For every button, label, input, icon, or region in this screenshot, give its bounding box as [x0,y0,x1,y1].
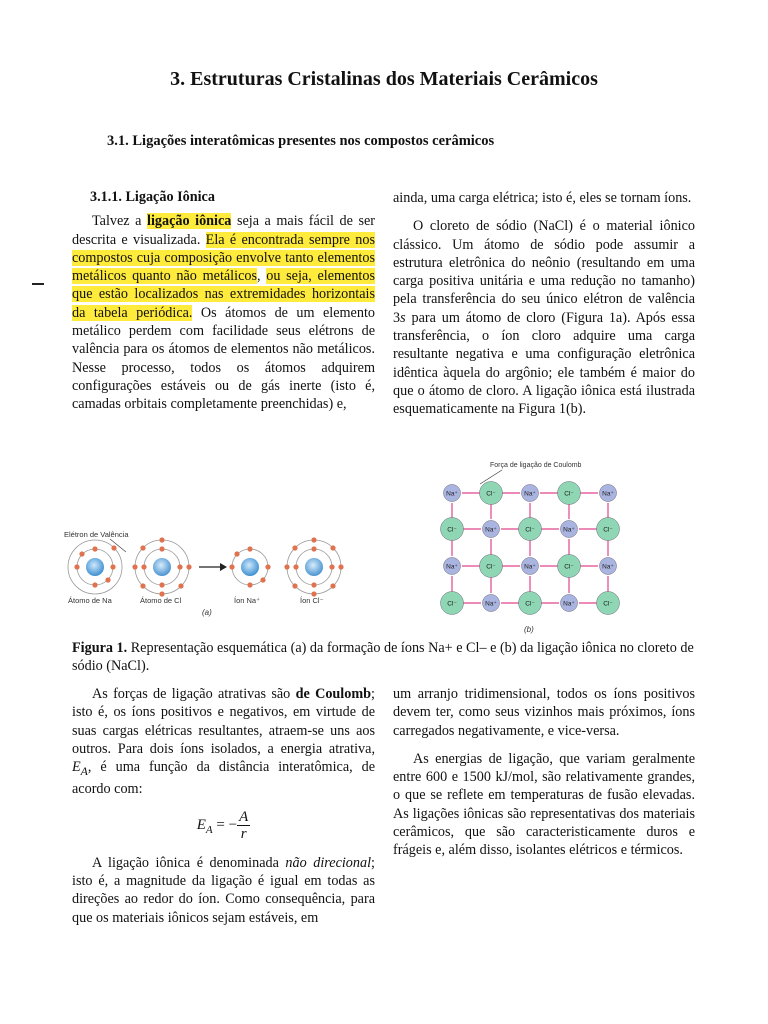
valence-pointer [110,539,126,552]
caption-text: Representação esquemática (a) da formação de íons Na+ e Cl– e (b) da ligação iônica no cloreto de sódio (NaCl). [72,640,694,674]
coulomb-force-label: Força de ligação de Coulomb [490,462,582,469]
cl-ion-label: Cl⁻ [564,490,574,498]
figure-b-letter: (b) [524,625,534,634]
caption-label: Figura 1. [72,640,128,656]
na-ion-label: Na⁺ [602,563,614,571]
text-span: ; isto é, a magnitude da ligação é igual em todas as direções ao redor do íon. Como consequência, para que os materiais iônicos sejam estáveis, em [72,854,375,926]
na-ion-label: Na⁺ [524,490,536,498]
bold-term: de Coulomb [295,686,372,702]
na-ion-label: Na⁺ [446,490,458,498]
eq-numerator: A [239,808,249,825]
cl-ion-sphere [519,592,542,615]
eq-lhs: E [196,816,206,833]
na-ion-sphere [444,485,461,502]
cl-ion-label: Cl⁻ [525,600,535,608]
text-span: A ligação iônica é denominada [92,854,286,871]
na-ion-sphere [444,558,461,575]
reaction-arrow [199,563,227,571]
text-span: , [256,268,267,285]
text-span: O cloreto de sódio (NaCl) é o material iônico clássico. Um átomo de sódio pode assumir a estrutura eletrônica do neônio (resultando em uma carga positiva unitária e uma redução no tamanho) pela transferência do seu único elétron de valência 3 [393,218,695,326]
equation [72,809,375,842]
left-column-bottom [72,685,375,927]
symbol-subscript: A [80,764,88,779]
italic-term: não direcional [285,854,372,871]
cl-ion-label: Cl⁻ [603,526,613,534]
left-column-top [72,188,375,414]
valence-electron-label: Elétron de Valência [64,530,129,539]
label-cl-atom: Átomo de Cl [140,596,182,605]
na-ion-label: Na⁺ [446,563,458,571]
paragraph-nacl [393,217,695,418]
eq-operator: = − [212,816,238,833]
cl-ion-label: Cl⁻ [447,526,457,534]
cl-ion [284,537,343,596]
na-ion-sphere [522,558,539,575]
na-ion-sphere [600,485,617,502]
cl-ion-label: Cl⁻ [486,563,496,571]
figure-a-atom-diagram [62,523,362,618]
na-ion-label: Na⁺ [485,526,497,534]
cl-ion-sphere [480,482,503,505]
cl-ion-sphere [558,482,581,505]
page-title: 3. Estruturas Cristalinas dos Materiais Cerâmicos [170,68,598,90]
eq-denominator: r [240,825,247,842]
highlighted-term: ligação iônica [147,213,232,230]
cl-ion-label: Cl⁻ [564,563,574,571]
paragraph-ionic-intro [72,212,375,413]
eq-fraction [237,809,250,842]
figure-b-nacl-lattice [432,456,632,636]
na-ion-label: Na⁺ [524,563,536,571]
paragraph-arrangement: um arranjo tridimensional, todos os íons positivos devem ter, como seus vizinhos mais próximos, íons carregados negativamente, e vice-versa. [393,686,695,739]
right-column-top [393,189,695,419]
right-column-bottom [393,685,695,860]
cl-ion-sphere [597,592,620,615]
na-ion-label: Na⁺ [563,526,575,534]
na-atom [68,540,122,594]
text-span: , é uma função da distância interatômica, de acordo com: [72,759,375,798]
paragraph-non-directional [72,854,375,927]
section-subtitle: 3.1. Ligações interatômicas presentes nos compostos cerâmicos [107,133,495,149]
paragraph-energies: As energias de ligação, que variam geralmente entre 600 e 1500 kJ/mol, são relativamente grandes, o que se reflete em temperaturas de fusão elevadas. As ligações iônicas são representativas dos materiais cerâmicos, que são caracteristicamente duros e frágeis e, além disso, isolantes elétricos e térmicos. [393,750,695,859]
eq-subscript: A [205,823,213,836]
subsection-heading: 3.1.1. Ligação Iônica [90,189,215,205]
na-ion-sphere [522,485,539,502]
symbol-e: E [72,759,81,776]
text-span: Talvez a [92,213,148,230]
cl-ion-sphere [441,592,464,615]
na-ion-sphere [483,595,500,612]
label-cl-ion: Íon Cl⁻ [300,596,324,605]
figure-a-letter: (a) [202,608,212,617]
text-span: seja a mais fácil de ser descrita e visualizada. [72,213,375,248]
paragraph-continuation: ainda, uma carga elétrica; isto é, eles se tornam íons. [393,190,692,206]
text-span: As forças de ligação atrativas são [92,686,296,702]
na-ion-label: Na⁺ [602,490,614,498]
cl-ion-sphere [519,518,542,541]
label-na-ion: Íon Na⁺ [234,596,261,605]
paragraph-coulomb [72,685,375,799]
cl-ion-sphere [597,518,620,541]
na-ion-sphere [483,521,500,538]
na-ion [229,546,270,587]
cl-ion-label: Cl⁻ [603,600,613,608]
label-na-atom: Átomo de Na [68,596,112,605]
na-ion-sphere [600,558,617,575]
text-span: Os átomos de um elemento metálico perdem com facilidade seus elétrons de valência para os átomos de elementos não metálicos. Nesse processo, todos os átomos adquirem configurações estáveis ou de gás inerte (isto é, camadas orbitais completamente preenchidas) e, [72,304,375,413]
highlighted-text: Ela é encontrada sempre nos compostos cuja composição envolve tanto elementos metálicos quanto não metálicos [72,231,375,285]
na-ion-label: Na⁺ [485,600,497,608]
figure-caption [72,639,697,675]
cl-ion-sphere [441,518,464,541]
cl-atom [132,537,191,596]
orbital-symbol: s [400,309,406,326]
na-ion-sphere [561,595,578,612]
cl-ion-label: Cl⁻ [447,600,457,608]
na-ion-label: Na⁺ [563,600,575,608]
cl-ion-label: Cl⁻ [525,526,535,534]
cl-ion-sphere [480,555,503,578]
na-ion-sphere [561,521,578,538]
margin-mark [32,283,44,285]
cl-ion-label: Cl⁻ [486,490,496,498]
text-span: para um átomo de cloro (Figura 1a). Após essa transferência, o íon cloro adquire uma carga resultante negativa e uma configuração eletrônica idêntica àquela do argônio; ele também é maior do que o átomo de cloro. A ligação iônica está ilustrada esquematicamente na Figura 1(b). [393,309,695,418]
highlighted-text: ou seja, elementos que estão localizados nas extremidades horizontais da tabela periódica. [72,268,375,321]
cl-ion-sphere [558,555,581,578]
ion-lattice [441,482,620,615]
text-span: ; isto é, os íons positivos e negativos, em virtude de suas cargas elétricas resultantes, atraem-se uns aos outros. Para dois íons isolados, a energia atrativa, [72,686,375,757]
